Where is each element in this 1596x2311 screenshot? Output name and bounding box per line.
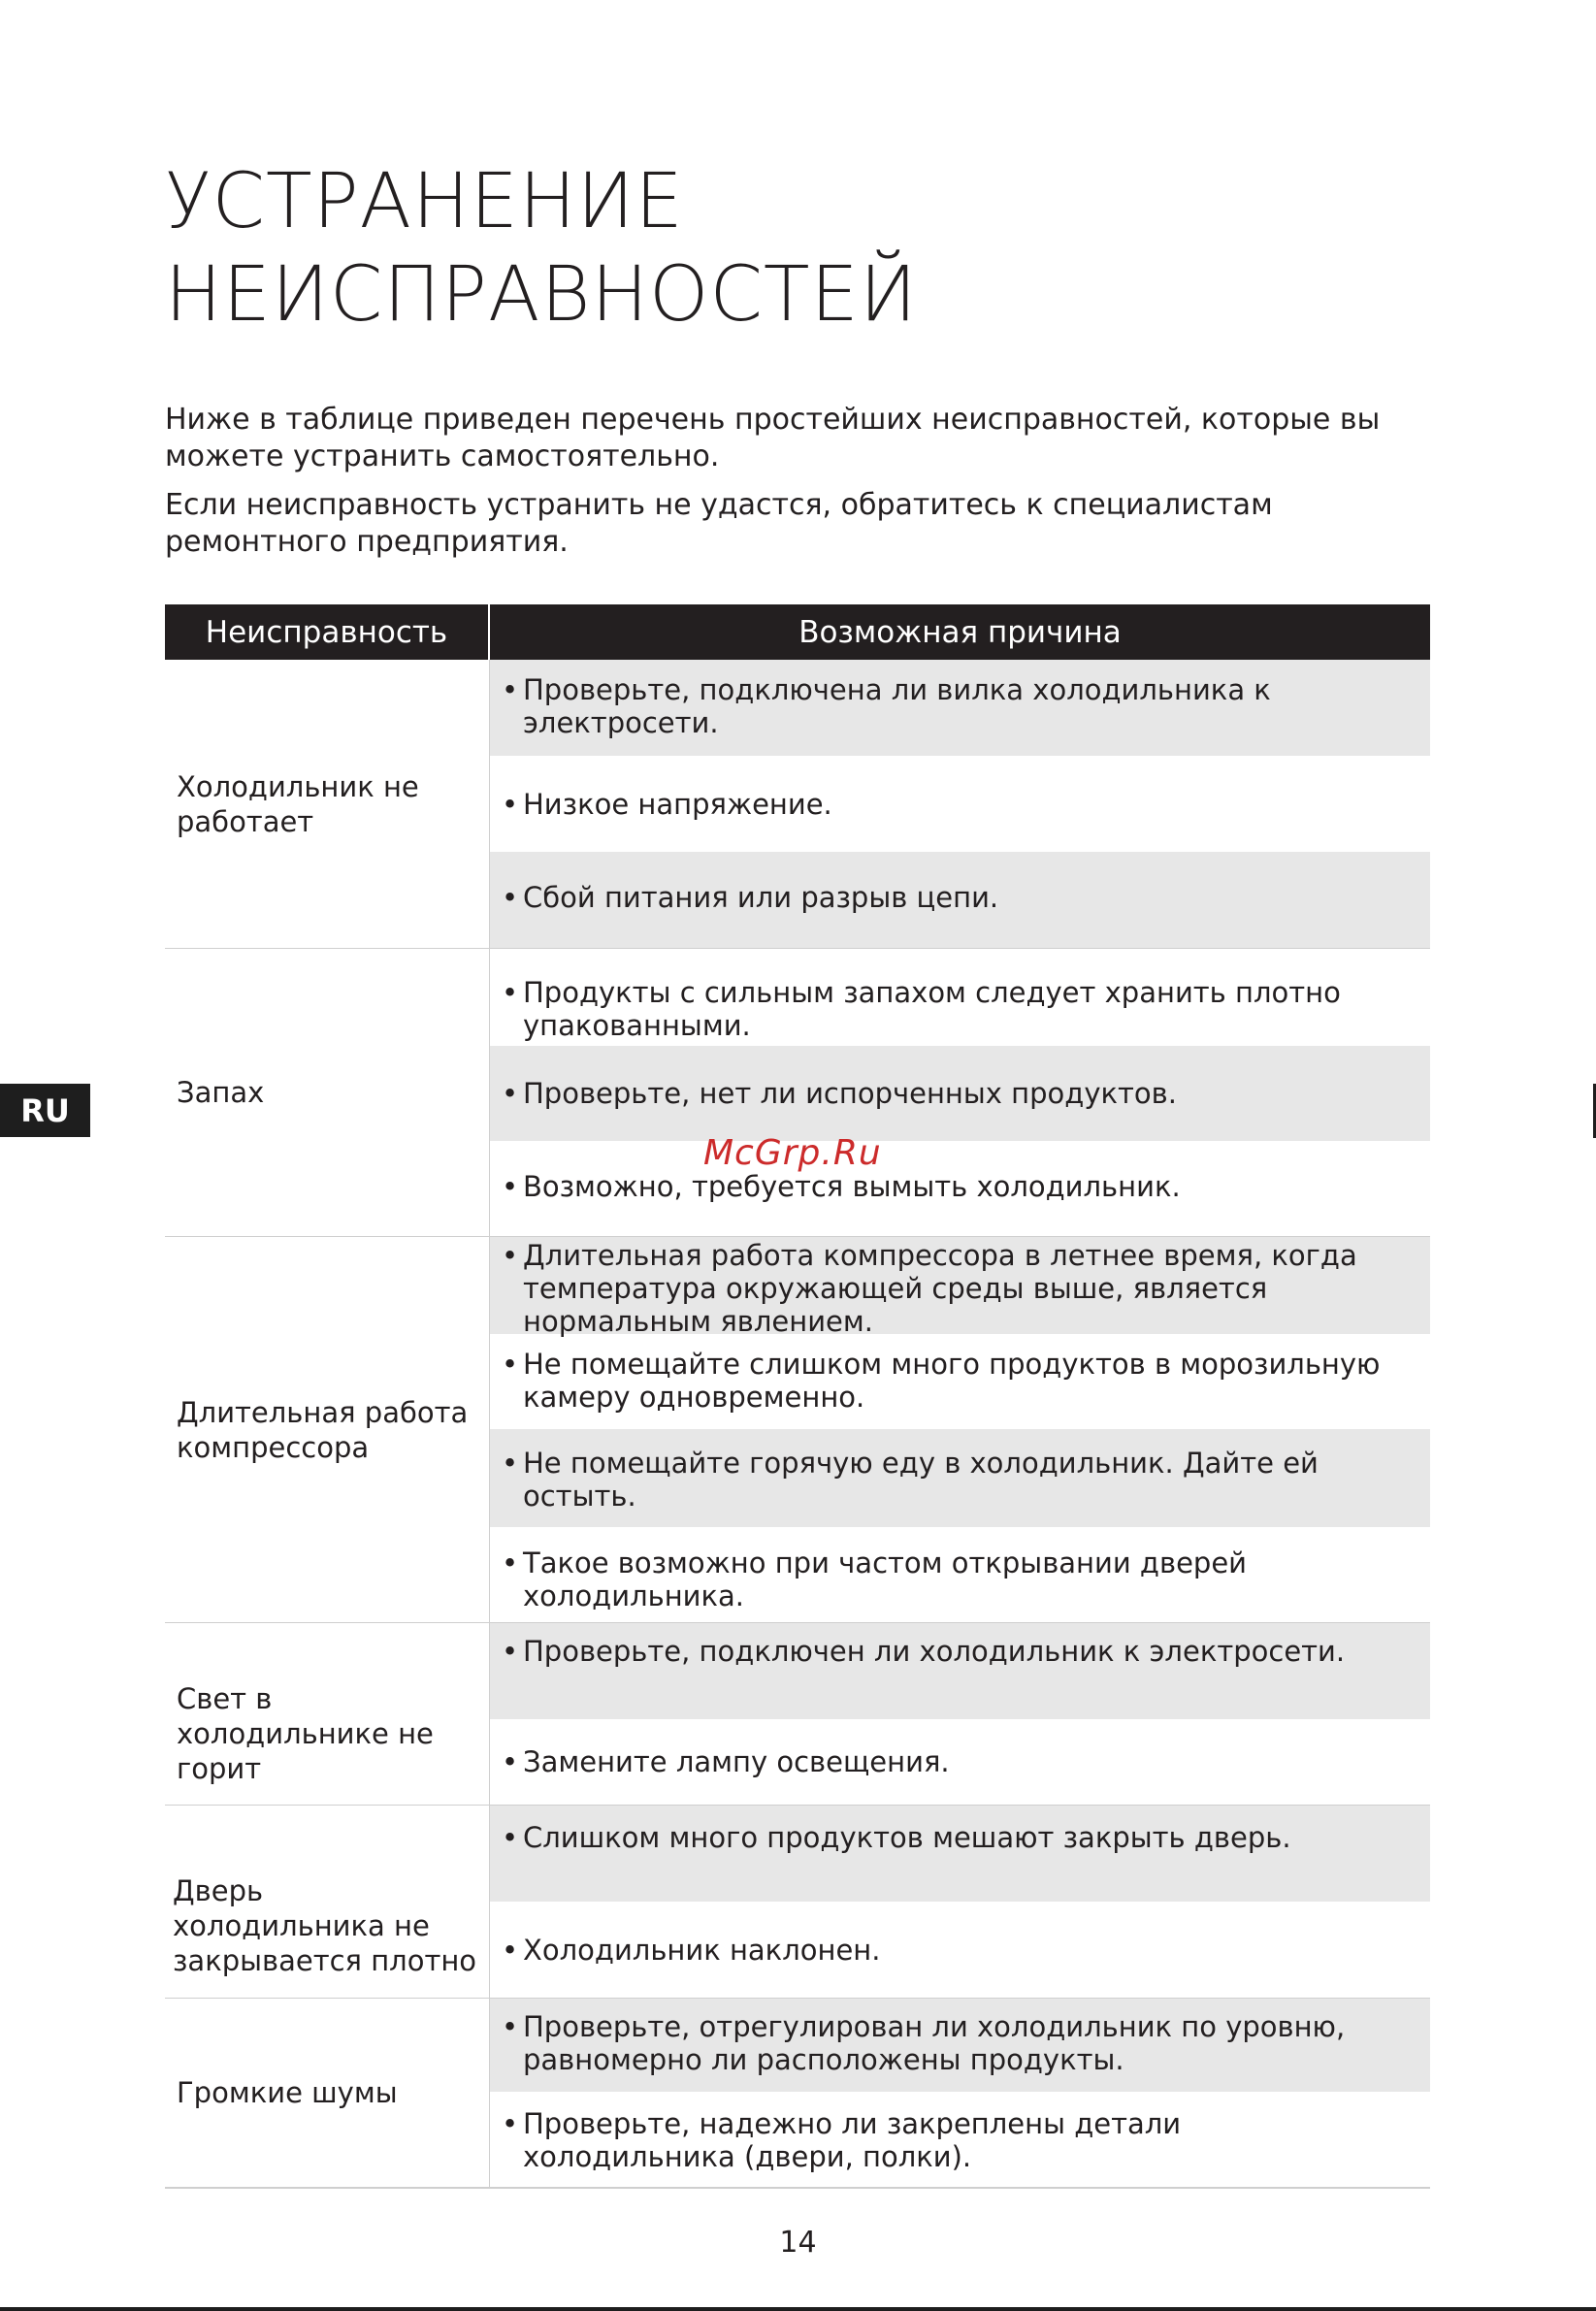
table-row-group [165,1806,1430,1999]
cause-text: Низкое напряжение. [523,787,832,821]
cause-item [490,2092,1430,2187]
cause-item [490,949,1430,1046]
cause-item [490,1046,1430,1141]
cause-item [490,660,1430,756]
bullet-icon: • [502,1546,519,1579]
causes-cell [490,1237,1430,1622]
title-line-1: УСТРАНЕНИЕ [165,158,684,245]
cause-item [490,1623,1430,1719]
cause-item [490,1999,1430,2092]
cause-item [490,1719,1430,1805]
table-row-group [165,1623,1430,1806]
intro-paragraph-1: Ниже в таблице приведен перечень простейших неисправностей, которые вы можете устранить самостоятельно. [165,403,1381,473]
cause-item [490,1141,1430,1236]
bullet-icon: • [502,673,519,706]
cause-text: Проверьте, нет ли испорченных продуктов. [523,1077,1177,1110]
cause-text: Проверьте, отрегулирован ли холодильник по уровню, равномерно ли расположены продукты. [523,2010,1346,2076]
page-title [165,155,1232,342]
header-problem: Неисправность [165,604,490,660]
page-number: 14 [779,2226,817,2260]
cause-item [490,1237,1430,1338]
bullet-icon: • [502,1447,519,1480]
table-row-group [165,949,1430,1237]
bullet-icon: • [502,1933,519,1967]
bullet-icon: • [502,1239,519,1272]
table-row-group [165,1237,1430,1623]
problem-cell: Холодильник не работает [165,660,490,948]
cause-text: Проверьте, подключена ли вилка холодильника к электросети. [523,673,1271,739]
bullet-icon: • [502,1745,519,1778]
causes-cell [490,1623,1430,1805]
header-cause: Возможная причина [798,614,1122,650]
cause-text: Возможно, требуется вымыть холодильник. [523,1170,1181,1203]
bullet-icon: • [502,1170,519,1203]
cause-item [490,852,1430,948]
language-tab: RU [0,1084,90,1137]
cause-text: Не помещайте слишком много продуктов в морозильную камеру одновременно. [523,1348,1381,1414]
cause-text: Холодильник наклонен. [523,1933,881,1967]
bullet-icon: • [502,976,519,1009]
troubleshooting-table [165,604,1430,2189]
bullet-icon: • [502,2010,519,2043]
causes-cell [490,1806,1430,1998]
cause-text: Длительная работа компрессора в летнее время, когда температура окружающей среды выше, является нормальным явлением. [523,1239,1357,1338]
cause-item [490,1429,1430,1527]
cause-text: Не помещайте горячую еду в холодильник. Дайте ей остыть. [523,1447,1319,1513]
bullet-icon: • [502,1348,519,1381]
problem-cell: Длительная работа компрессора [165,1237,490,1622]
cause-item [490,1527,1430,1622]
title-line-2: НЕИСПРАВНОСТЕЙ [165,251,918,339]
bullet-icon: • [502,1821,519,1854]
cause-item [490,1806,1430,1902]
bullet-icon: • [502,2107,519,2140]
cause-text: Такое возможно при частом открывании дверей холодильника. [523,1546,1248,1612]
cause-item [490,756,1430,852]
problem-cell: Дверь холодильника не закрывается плотно [165,1806,490,1998]
cause-text: Слишком много продуктов мешают закрыть дверь. [523,1821,1291,1854]
problem-cell: Громкие шумы [165,1999,490,2187]
cause-text: Проверьте, подключен ли холодильник к электросети. [523,1635,1346,1668]
causes-cell [490,949,1430,1236]
bullet-icon: • [502,787,519,821]
bullet-icon: • [502,881,519,914]
intro-paragraph-2: Если неисправность устранить не удастся, обратитесь к специалистам ремонтного предприятия. [165,488,1273,559]
table-header [165,604,1430,660]
bullet-icon: • [502,1077,519,1110]
cause-item [490,1902,1430,1998]
bottom-border [0,2307,1596,2311]
cause-text: Сбой питания или разрыв цепи. [523,881,999,914]
table-row-group [165,660,1430,949]
table-row-group [165,1999,1430,2189]
cause-text: Проверьте, надежно ли закреплены детали холодильника (двери, полки). [523,2107,1182,2173]
cause-text: Продукты с сильным запахом следует хранить плотно упакованными. [523,976,1341,1042]
cause-item [490,1334,1430,1429]
problem-cell: Свет в холодильнике не горит [165,1623,490,1805]
cause-text: Замените лампу освещения. [523,1745,950,1778]
bullet-icon: • [502,1635,519,1668]
causes-cell [490,660,1430,948]
causes-cell [490,1999,1430,2187]
watermark: McGrp.Ru [703,1133,882,1173]
problem-cell: Запах [165,949,490,1236]
